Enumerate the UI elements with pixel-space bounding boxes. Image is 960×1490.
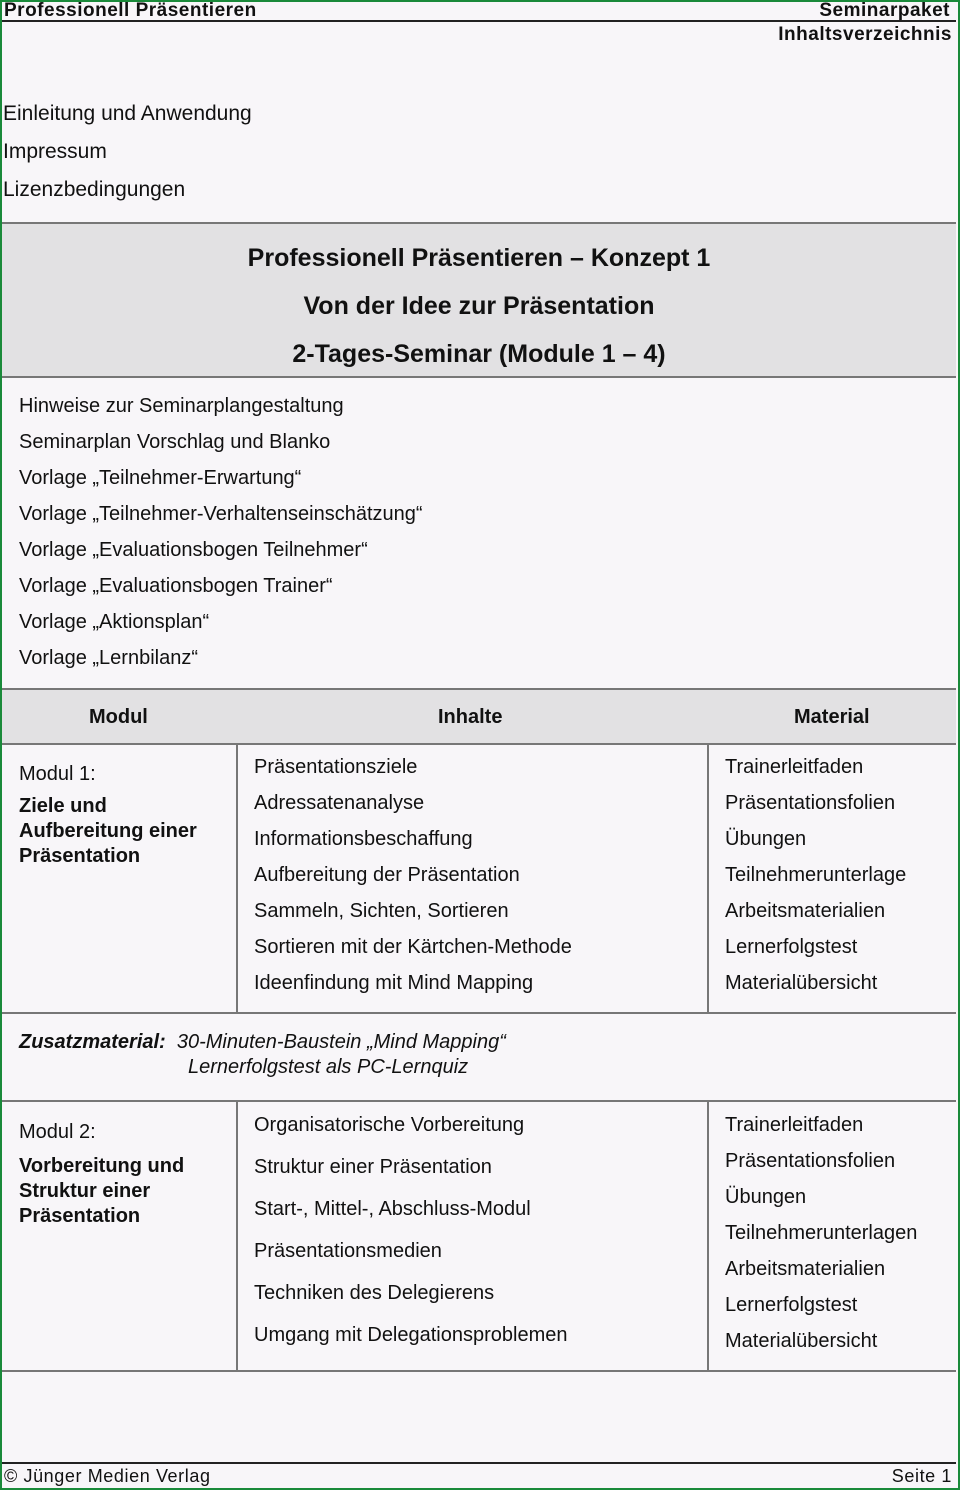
inhalt-item: Adressatenanalyse bbox=[254, 792, 425, 814]
inhalt-item: Ideenfindung mit Mind Mapping bbox=[254, 972, 534, 994]
module1-cell bbox=[19, 762, 229, 869]
module2-inhalte bbox=[254, 1104, 568, 1356]
module1-material bbox=[725, 749, 906, 1001]
zusatz-item: 30-Minuten-Baustein „Mind Mapping“ bbox=[176, 1031, 506, 1053]
zusatz-label: Zusatzmaterial: bbox=[19, 1031, 166, 1053]
intro-item: Einleitung und Anwendung bbox=[3, 102, 252, 125]
material-item: Lernerfolgstest bbox=[725, 1294, 858, 1316]
module2-material bbox=[725, 1107, 917, 1359]
material-item: Materialübersicht bbox=[725, 972, 878, 994]
zusatzmaterial bbox=[19, 1030, 506, 1080]
footer-divider bbox=[2, 1462, 956, 1464]
row-divider bbox=[2, 1100, 956, 1102]
inhalt-item: Organisatorische Vorbereitung bbox=[254, 1114, 525, 1136]
material-item: Teilnehmerunterlagen bbox=[725, 1222, 918, 1244]
inhalt-item: Struktur einer Präsentation bbox=[254, 1156, 492, 1178]
material-item: Präsentationsfolien bbox=[725, 792, 896, 814]
module2-cell bbox=[19, 1120, 229, 1229]
header-section: Inhaltsverzeichnis bbox=[778, 24, 952, 45]
header-modul: Modul bbox=[89, 706, 148, 728]
concept-title: Professionell Präsentieren – Konzept 1 bbox=[247, 244, 711, 272]
module2-title: Vorbereitung und Struktur einer Präsentation bbox=[19, 1155, 185, 1227]
module1-inhalte bbox=[254, 749, 572, 1001]
header-divider bbox=[2, 20, 956, 22]
header-title: Professionell Präsentieren bbox=[4, 0, 257, 21]
footer-publisher: © Jünger Medien Verlag bbox=[4, 1466, 211, 1486]
intro-item: Impressum bbox=[3, 140, 107, 163]
hint-item: Vorlage „Aktionsplan“ bbox=[19, 611, 210, 633]
inhalt-item: Start-, Mittel-, Abschluss-Modul bbox=[254, 1198, 531, 1220]
inhalt-item: Informationsbeschaffung bbox=[254, 828, 473, 850]
material-item: Trainerleitfaden bbox=[725, 1114, 864, 1136]
hint-item: Vorlage „Teilnehmer-Erwartung“ bbox=[19, 467, 302, 489]
intro-list bbox=[3, 95, 252, 209]
column-divider bbox=[236, 743, 238, 1012]
module1-title: Ziele und Aufbereitung einer Präsentation bbox=[19, 795, 197, 867]
inhalt-item: Sortieren mit der Kärtchen-Methode bbox=[254, 936, 572, 958]
concept-duration: 2-Tages-Seminar (Module 1 – 4) bbox=[292, 340, 666, 368]
hint-item: Vorlage „Teilnehmer-Verhaltenseinschätzung“ bbox=[19, 503, 423, 525]
concept-subtitle: Von der Idee zur Präsentation bbox=[303, 292, 655, 320]
material-item: Materialübersicht bbox=[725, 1330, 878, 1352]
row-divider bbox=[2, 1012, 956, 1014]
row-divider bbox=[2, 1370, 956, 1372]
header-seminarpaket: Seminarpaket bbox=[819, 0, 950, 21]
table-header bbox=[2, 688, 956, 745]
material-item: Übungen bbox=[725, 828, 807, 850]
module2-label: Modul 2: bbox=[19, 1121, 96, 1143]
inhalt-item: Umgang mit Delegationsproblemen bbox=[254, 1324, 568, 1346]
column-divider bbox=[707, 743, 709, 1012]
hint-item: Vorlage „Lernbilanz“ bbox=[19, 647, 198, 669]
inhalt-item: Aufbereitung der Präsentation bbox=[254, 864, 520, 886]
column-divider bbox=[236, 1102, 238, 1370]
material-item: Arbeitsmaterialien bbox=[725, 900, 886, 922]
material-item: Präsentationsfolien bbox=[725, 1150, 896, 1172]
header-inhalte: Inhalte bbox=[438, 706, 503, 728]
footer-page-number: Seite 1 bbox=[891, 1466, 952, 1486]
hints-list bbox=[19, 388, 423, 676]
material-item: Übungen bbox=[725, 1186, 807, 1208]
intro-item: Lizenzbedingungen bbox=[3, 178, 186, 201]
zusatz-item: Lernerfolgstest als PC-Lernquiz bbox=[188, 1056, 469, 1078]
concept-banner bbox=[2, 222, 956, 378]
hint-item: Vorlage „Evaluationsbogen Teilnehmer“ bbox=[19, 539, 368, 561]
material-item: Trainerleitfaden bbox=[725, 756, 864, 778]
hint-item: Seminarplan Vorschlag und Blanko bbox=[19, 431, 331, 453]
material-item: Lernerfolgstest bbox=[725, 936, 858, 958]
material-item: Teilnehmerunterlage bbox=[725, 864, 907, 886]
module1-label: Modul 1: bbox=[19, 763, 96, 785]
header-material: Material bbox=[794, 706, 870, 728]
inhalt-item: Präsentationsziele bbox=[254, 756, 418, 778]
hint-item: Vorlage „Evaluationsbogen Trainer“ bbox=[19, 575, 333, 597]
inhalt-item: Sammeln, Sichten, Sortieren bbox=[254, 900, 509, 922]
column-divider bbox=[707, 1102, 709, 1370]
material-item: Arbeitsmaterialien bbox=[725, 1258, 886, 1280]
hint-item: Hinweise zur Seminarplangestaltung bbox=[19, 395, 344, 417]
inhalt-item: Präsentationsmedien bbox=[254, 1240, 442, 1262]
inhalt-item: Techniken des Delegierens bbox=[254, 1282, 495, 1304]
